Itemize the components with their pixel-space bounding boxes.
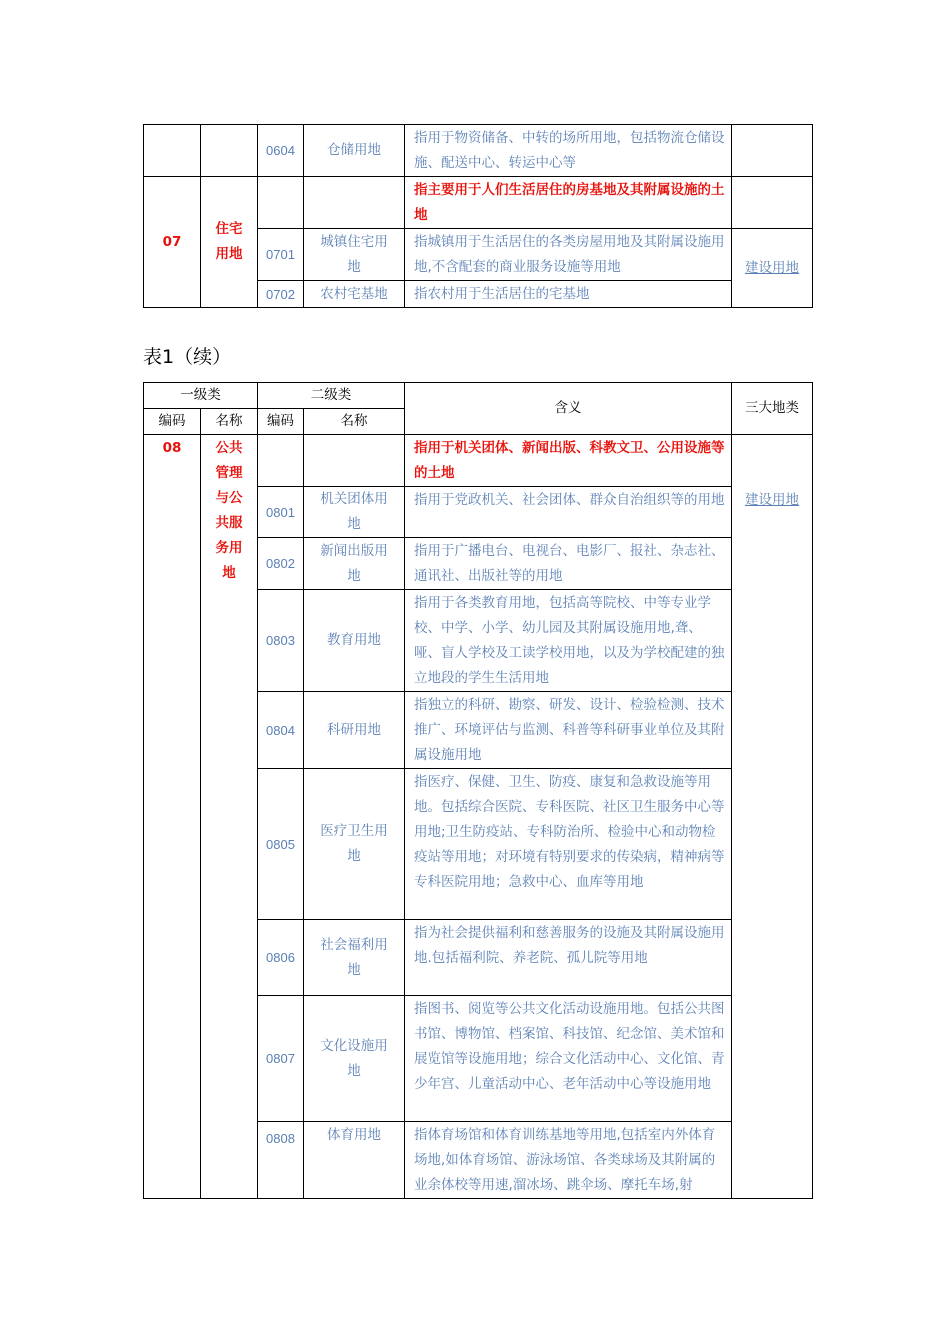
code-cell: 0801 (258, 487, 304, 538)
desc-cell: 指城镇用于生活居住的各类房屋用地及其附属设施用地,不含配套的商业服务设施等用地 (405, 229, 732, 281)
level1-name-cell (201, 177, 258, 308)
code-cell: 0701 (258, 229, 304, 281)
desc-cell: 指医疗、保健、卫生、防疫、康复和急救设施等用地。包括综合医院、专科医院、社区卫生服务中心等用地;卫生防疫站、专科防治所、检验中心和动物检疫站等用地；对环境有特别要求的传染病，精神病等专科医院用地；急救中心、血库等用地 (405, 769, 732, 920)
name-text: 新闻出版用地 (320, 542, 388, 584)
category-link[interactable]: 建设用地 (732, 229, 813, 308)
code-cell: 0806 (258, 920, 304, 996)
header-meaning: 含义 (405, 383, 732, 435)
name-cell (304, 996, 405, 1122)
desc-cell: 指图书、阅览等公共文化活动设施用地。包括公共图书馆、博物馆、档案馆、科技馆、纪念馆、美术馆和展览馆等设施用地；综合文化活动中心、文化馆、青少年宫、儿童活动中心、老年活动中心等设施用地 (405, 996, 732, 1122)
level1-code-cell: 07 (144, 177, 201, 308)
code-cell: 0604 (258, 125, 304, 177)
name-cell: 教育用地 (304, 590, 405, 692)
desc-cell: 指用于物资储备、中转的场所用地，包括物流仓储设施、配送中心、转运中心等 (405, 125, 732, 177)
header-level1: 一级类 (144, 383, 258, 409)
code-cell: 0808 (258, 1122, 304, 1199)
header-code: 编码 (258, 409, 304, 435)
land-use-table-top (143, 124, 813, 308)
header-name: 名称 (201, 409, 258, 435)
code-cell: 0807 (258, 996, 304, 1122)
code-cell: 0802 (258, 538, 304, 590)
desc-cell: 指独立的科研、勘察、研发、设计、检验检测、技术推广、环境评估与监测、科普等科研事业单位及其附属设施用地 (405, 692, 732, 769)
code-cell: 0804 (258, 692, 304, 769)
header-name: 名称 (304, 409, 405, 435)
name-text: 医疗卫生用地 (320, 823, 388, 864)
code-cell: 0702 (258, 281, 304, 308)
code-cell: 0805 (258, 769, 304, 920)
header-row (144, 383, 813, 409)
desc-cell: 指为社会提供福利和慈善服务的设施及其附属设施用地.包括福利院、养老院、孤儿院等用地 (405, 920, 732, 996)
name-cell (304, 538, 405, 590)
name-cell (304, 769, 405, 920)
level1-name-text: 住宅用地 (215, 221, 243, 262)
name-cell (304, 229, 405, 281)
header-level2: 二级类 (258, 383, 405, 409)
category-link[interactable]: 建设用地 (732, 435, 813, 1199)
name-text: 文化设施用地 (320, 1037, 388, 1079)
desc-cell: 指用于党政机关、社会团体、群众自治组织等的用地 (405, 487, 732, 538)
level1-name-text: 公共管理与公共服务用地 (215, 440, 243, 581)
table-row (144, 125, 813, 177)
name-cell: 科研用地 (304, 692, 405, 769)
name-cell (304, 487, 405, 538)
header-three-categories: 三大地类 (732, 383, 813, 435)
name-text: 社会福利用地 (320, 936, 388, 978)
code-cell: 0803 (258, 590, 304, 692)
table-row (144, 177, 813, 229)
name-text: 城镇住宅用地 (320, 233, 388, 275)
desc-cell: 指体育场馆和体育训练基地等用地,包括室内外体育场地,如体育场馆、游泳场馆、各类球场及其附属的业余体校等用速,溜冰场、跳伞场、摩托车场,射 (405, 1122, 732, 1199)
desc-cell: 指用于各类教育用地，包括高等院校、中等专业学校、中学、小学、幼儿园及其附属设施用地,聋、哑、盲人学校及工读学校用地，以及为学校配建的独立地段的学生生活用地 (405, 590, 732, 692)
table-row (144, 435, 813, 487)
land-use-table-main (143, 382, 813, 1199)
table-caption: 表1（续） (143, 346, 232, 368)
level1-code-cell: 08 (144, 435, 201, 1199)
desc-cell: 指农村用于生活居住的宅基地 (405, 281, 732, 308)
name-cell: 仓储用地 (304, 125, 405, 177)
header-code: 编码 (144, 409, 201, 435)
desc-cell: 指主要用于人们生活居住的房基地及其附属设施的土地 (405, 177, 732, 229)
name-text: 机关团体用地 (320, 491, 388, 532)
name-cell: 体育用地 (304, 1122, 405, 1199)
name-cell: 农村宅基地 (304, 281, 405, 308)
level1-name-cell (201, 435, 258, 1199)
name-cell (304, 920, 405, 996)
desc-cell: 指用于机关团体、新闻出版、科教文卫、公用设施等的土地 (405, 435, 732, 487)
desc-cell: 指用于广播电台、电视台、电影厂、报社、杂志社、通讯社、出版社等的用地 (405, 538, 732, 590)
